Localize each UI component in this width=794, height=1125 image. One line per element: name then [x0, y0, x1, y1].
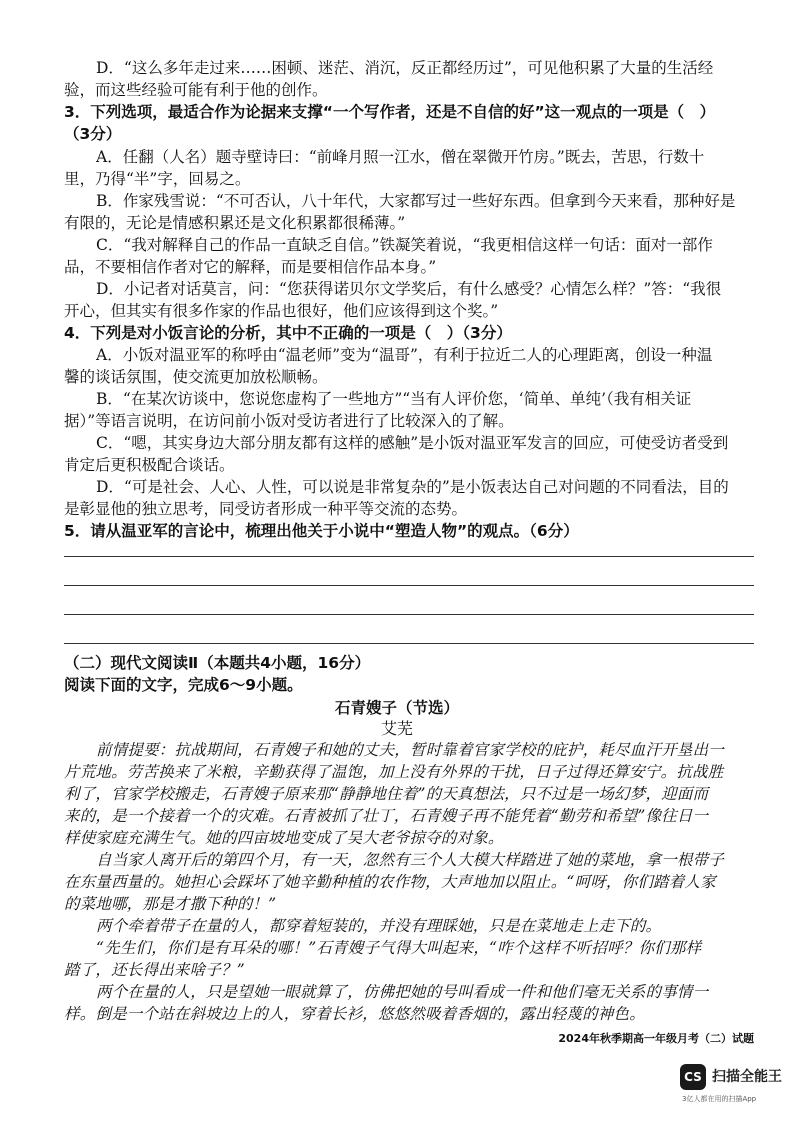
- passage-line: 来的，是一个接着一个的灾难。石青被抓了壮丁，石青嫂子再不能凭着“勤劳和希望”像往日一: [64, 807, 709, 825]
- q2-option-d-line1: D．“这么多年走过来……困顿、迷茫、消沉，反正都经历过”，可见他积累了大量的生活经: [96, 59, 714, 77]
- camscanner-logo-icon: CS: [680, 1064, 706, 1090]
- passage-line: 样。倒是一个站在斜坡边上的人，穿着长衫，悠悠然吸着香烟的，露出轻蔑的神色。: [64, 1005, 645, 1023]
- q3-option-a-line2: 里，乃得“半”字，回易之。: [64, 170, 251, 188]
- q4-option-c-line1: C．“嗯，其实身边大部分朋友都有这样的感触”是小饭对温亚军发言的回应，可使受访者受到: [96, 434, 729, 452]
- passage-line: 的菜地哪，那是才撒下种的！”: [64, 895, 277, 913]
- passage-line: 两个在量的人，只是望她一眼就算了，仿佛把她的号叫看成一件和他们毫无关系的事情一: [96, 983, 709, 1001]
- q4-option-b-line1: B．“在某次访谈中，您说您虚构了一些地方”“当有人评价您，‘简单、单纯’（我有相关证: [96, 390, 692, 408]
- q4-option-a-line1: A．小饭对温亚军的称呼由“温老师”变为“温哥”，有利于拉近二人的心理距离，创设一种温: [96, 346, 713, 364]
- q3-option-b-line1: B．作家残雪说：“不可否认，八十年代，大家都写过一些好东西。但拿到今天来看，那种好是: [96, 192, 736, 210]
- watermark-name: 扫描全能王: [712, 1069, 782, 1085]
- q3-option-d-line1: D．小记者对话莫言，问：“您获得诺贝尔文学奖后，有什么感受？心情怎么样？”答：“我很: [96, 280, 722, 298]
- q3-option-c-line2: 品，不要相信作者对它的解释，而是要相信作品本身。”: [64, 258, 437, 276]
- passage-line: 在东量西量的。她担心会踩坏了她辛勤种植的农作物，大声地加以阻止。“呵呀，你们踏着人家: [64, 873, 716, 891]
- exam-footer: 2024年秋季期高一年级月考（二）试题: [558, 1032, 754, 1045]
- scanner-watermark: [680, 1060, 790, 1115]
- passage-line: 片荒地。劳苦换来了米粮，辛勤获得了温饱，加上没有外界的干扰，日子过得还算安宁。抗战胜: [64, 763, 724, 781]
- answer-line[interactable]: [64, 556, 754, 557]
- q3-option-d-line2: 开心，但其实有很多作家的作品也很好，他们应该得到这个奖。”: [64, 302, 499, 320]
- passage-title: 石青嫂子（节选）: [334, 699, 459, 717]
- passage-line: 利了，官家学校搬走，石青嫂子原来那“静静地住着”的天真想法，只不过是一场幻梦，迎面而: [64, 785, 709, 803]
- passage-author: 艾芜: [380, 719, 413, 738]
- passage-line: 样使家庭充满生气。她的四亩坡地变成了吴大老爷掠夺的对象。: [64, 829, 504, 847]
- passage-line: 两个牵着带子在量的人，都穿着短装的，并没有理睬她，只是在菜地走上走下的。: [96, 917, 662, 935]
- q4-stem: 4．下列是对小饭言论的分析，其中不正确的一项是（ ）（3分）: [64, 324, 512, 342]
- watermark-tagline: 3亿人都在用的扫描App: [682, 1095, 757, 1103]
- q4-option-a-line2: 馨的谈话氛围，使交流更加放松顺畅。: [64, 368, 328, 386]
- passage-line: 自当家人离开后的第四个月，有一天，忽然有三个人大模大样踏进了她的菜地，拿一根带子: [96, 851, 725, 869]
- q3-option-b-line2: 有限的，无论是情感积累还是文化积累都很稀薄。”: [64, 214, 406, 232]
- q4-option-c-line2: 肯定后更积极配合谈话。: [64, 456, 235, 474]
- passage-line: 踏了，还长得出来啥子？”: [64, 961, 245, 979]
- q5-stem: 5．请从温亚军的言论中，梳理出他关于小说中“塑造人物”的观点。（6分）: [64, 522, 579, 540]
- answer-line[interactable]: [64, 614, 754, 615]
- q3-stem-score: （3分）: [64, 125, 122, 143]
- passage-line: 前情提要：抗战期间，石青嫂子和她的丈夫，暂时靠着官家学校的庇护，耗尽血汗开垦出一: [96, 741, 725, 759]
- q2-option-d-line2: 验，而这些经验可能有利于他的创作。: [64, 81, 328, 99]
- answer-line[interactable]: [64, 643, 754, 644]
- q4-option-d-line2: 是彰显他的独立思考，同受访者形成一种平等交流的态势。: [64, 500, 468, 518]
- answer-line[interactable]: [64, 585, 754, 586]
- q3-stem-line1: 3．下列选项，最适合作为论据来支撑“一个写作者，还是不自信的好”这一观点的一项是（ ）: [64, 103, 716, 121]
- q3-option-a-line1: A．任翻（人名）题寺壁诗曰：“前峰月照一江水，僧在翠微开竹房。”既去，苦思，行数十: [96, 148, 705, 166]
- q4-option-d-line1: D．“可是社会、人心、人性，可以说是非常复杂的”是小饭表达自己对问题的不同看法，目的: [96, 478, 729, 496]
- q3-option-c-line1: C．“我对解释自己的作品一直缺乏自信。”铁凝笑着说，“我更相信这样一句话：面对一部作: [96, 236, 713, 254]
- passage-line: “先生们，你们是有耳朵的哪！”石青嫂子气得大叫起来，“咋个这样不听招呼？你们那样: [96, 939, 702, 957]
- section-heading: （二）现代文阅读Ⅱ（本题共4小题，16分）: [64, 654, 371, 672]
- section-instruction: 阅读下面的文字，完成6～9小题。: [64, 676, 303, 694]
- q4-option-b-line2: 据）”等语言说明，在访问前小饭对受访者进行了比较深入的了解。: [64, 412, 514, 430]
